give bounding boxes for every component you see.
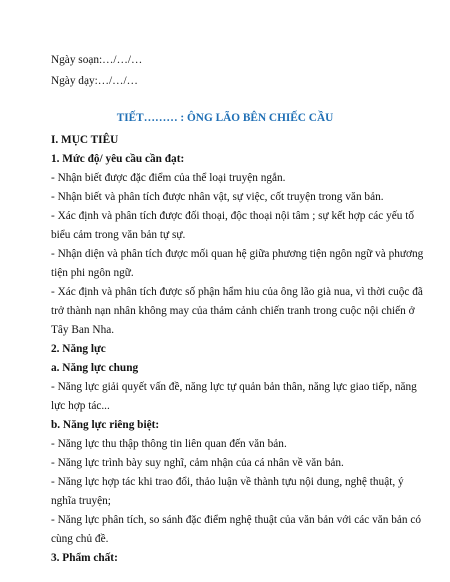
objective-line: Tây Ban Nha.	[51, 324, 115, 336]
objective-line: trở thành nạn nhân không may của thảm cảnh chiến tranh trong cuộc nội chiến ở	[51, 305, 415, 317]
general-competence-line: - Năng lực giải quyết vấn đề, năng lực tự quản bản thân, năng lực giao tiếp, năng	[51, 381, 417, 393]
specific-competence-line: - Năng lực phân tích, so sánh đặc điểm nghệ thuật của văn bản với các văn bản có	[51, 514, 422, 526]
objective-line: - Xác định và phân tích được đối thoại, độc thoại nội tâm ; sự kết hợp các yếu tố	[51, 210, 415, 222]
specific-competence-line: - Năng lực thu thập thông tin liên quan đến văn bản.	[51, 438, 287, 450]
objective-line: - Nhận biết được đặc điểm của thể loại truyện ngắn.	[51, 172, 286, 184]
specific-competence-line: nghĩa truyện;	[51, 495, 111, 507]
subheading-general-competence: a. Năng lực chung	[51, 362, 139, 374]
specific-competence-line: - Năng lực trình bày suy nghĩ, cảm nhận của cá nhân về văn bản.	[51, 457, 344, 469]
lesson-title: TIẾT……… : ÔNG LÃO BÊN CHIẾC CẦU	[116, 112, 334, 124]
subheading-qualities: 3. Phẩm chất:	[51, 552, 118, 564]
subheading-specific-competence: b. Năng lực riêng biệt:	[51, 419, 160, 431]
objective-line: biểu cảm trong văn bản tự sự.	[51, 229, 186, 241]
general-competence-line: lực hợp tác...	[51, 400, 110, 412]
subheading-requirements: 1. Mức độ/ yêu cầu cần đạt:	[51, 153, 185, 165]
objective-line: tiện phi ngôn ngữ.	[51, 267, 134, 279]
section-heading-objectives: I. MỤC TIÊU	[51, 134, 119, 146]
prep-date: Ngày soạn:…/…/…	[51, 54, 143, 66]
teach-date: Ngày dạy:…/…/…	[51, 75, 138, 87]
objective-line: - Nhận diện và phân tích được mối quan hệ giữa phương tiện ngôn ngữ và phương	[51, 248, 424, 260]
specific-competence-line: cùng chủ đề.	[51, 533, 109, 545]
objective-line: - Xác định và phân tích được số phận hẩm hiu của ông lão già nua, vì thời cuộc đã	[51, 286, 423, 298]
objective-line: - Nhận biết và phân tích được nhân vật, sự việc, cốt truyện trong văn bản.	[51, 191, 384, 203]
subheading-competence: 2. Năng lực	[51, 343, 106, 355]
specific-competence-line: - Năng lực hợp tác khi trao đổi, thảo luận về thành tựu nội dung, nghệ thuật, ý	[51, 476, 404, 488]
